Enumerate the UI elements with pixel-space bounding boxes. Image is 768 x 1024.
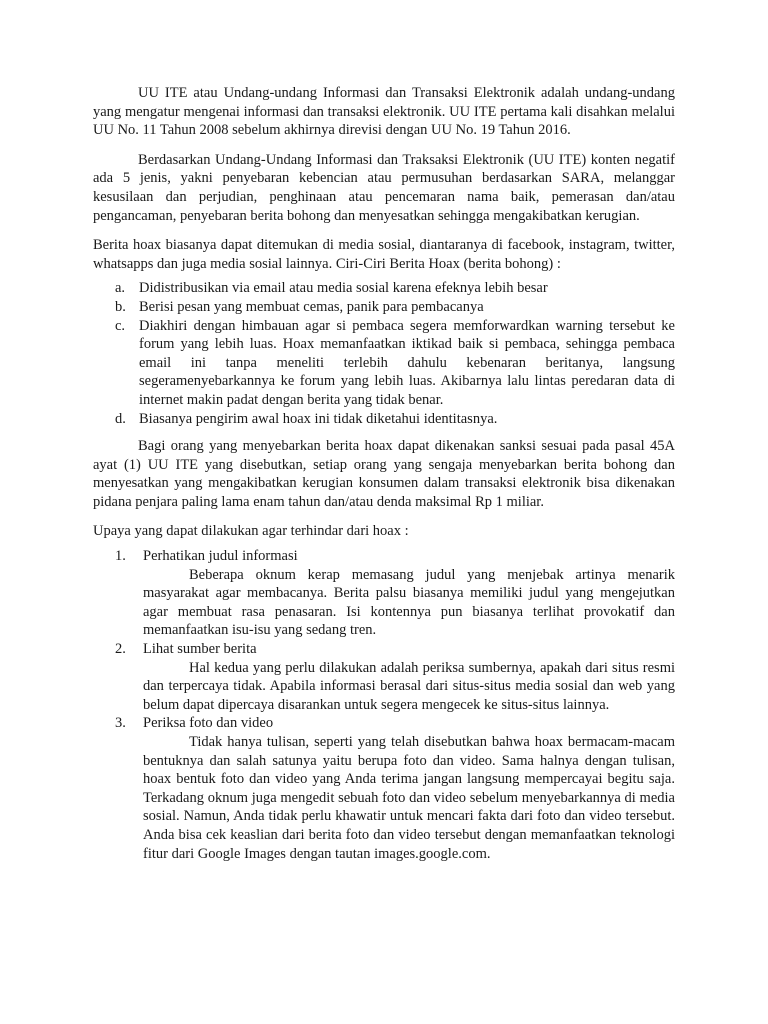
- list-item-text: Diakhiri dengan himbauan agar si pembaca segera memforwardkan warning tersebut ke forum yang lebih luas. Hoax memanfaatkan iktikad baik si pembaca, sehingga pembaca email ini tanpa meneliti terlebih dahulu kebenaran beritanya, langsung segeramenyebarkannya ke forum yang lebih luas. Akibarnya lalu lintas peredaran data di internet makin padat dengan berita yang tidak benar.: [139, 317, 675, 408]
- paragraph-negative-content: Berdasarkan Undang-Undang Informasi dan Traksaksi Elektronik (UU ITE) konten negatif ada 5 jenis, yakni penyebaran kebencian atau permusuhan berdasarkan SARA, melanggar kesusilaan dan perjudian, penghinaan atau pencemaran nama baik, pemerasan dan/atau pengancaman, penyebaran berita bohong dan menyesatkan sehingga mengakibatkan kerugian.: [93, 151, 675, 224]
- list-marker: a.: [115, 280, 126, 297]
- step-body: Hal kedua yang perlu dilakukan adalah periksa sumbernya, apakah dari situs resmi dan terpercaya tidak. Apabila informasi berasal dari situs-situs media sosial dan web yang belum dapat dipercaya disarankan untuk segera mengecek ke situs-situs lainnya.: [143, 659, 675, 713]
- paragraph-prevention-intro: Upaya yang dapat dilakukan agar terhindar dari hoax :: [93, 523, 409, 540]
- list-item-text: Biasanya pengirim awal hoax ini tidak diketahui identitasnya.: [139, 410, 498, 427]
- step-title: Perhatikan judul informasi: [143, 548, 298, 565]
- step-body: Beberapa oknum kerap memasang judul yang menjebak artinya menarik masyarakat agar membacanya. Berita palsu biasanya memiliki judul yang mengejutkan agar membuat rasa penasaran. Isi kontennya pun biasanya terlihat provokatif dan memanfaatkan isu-isu yang sedang tren.: [143, 566, 675, 639]
- step-item: [93, 640, 675, 714]
- list-marker: d.: [115, 410, 126, 427]
- paragraph-uu-ite-definition: UU ITE atau Undang-undang Informasi dan Transaksi Elektronik adalah undang-undang yang mengatur mengenai informasi dan transaksi elektronik. UU ITE pertama kali disahkan melalui UU No. 11 Tahun 2008 sebelum akhirnya direvisi dengan UU No. 19 Tahun 2016.: [93, 85, 675, 139]
- list-item: [93, 410, 675, 429]
- hoax-characteristics-list: [93, 279, 675, 428]
- list-item-text: Didistribusikan via email atau media sosial karena efeknya lebih besar: [139, 280, 548, 297]
- step-body: Tidak hanya tulisan, seperti yang telah disebutkan bahwa hoax bermacam-macam bentuknya dan salah satunya yaitu berupa foto dan video. Sama halnya dengan tulisan, hoax bentuk foto dan video yang Anda terima jangan langsung mempercayai begitu saja. Terkadang oknum juga mengedit sebuah foto dan video sebelum menyebarkannya di media sosial. Namun, Anda tidak perlu khawatir untuk mencari fakta dari foto dan video tersebut. Anda bisa cek keaslian dari berita foto dan video tersebut dengan memanfaatkan teknologi fitur dari Google Images dengan tautan images.google.com.: [143, 734, 675, 862]
- step-number: 3.: [115, 715, 126, 732]
- step-number: 2.: [115, 641, 126, 658]
- list-marker: c.: [115, 317, 126, 334]
- paragraph-legal-sanction: Bagi orang yang menyebarkan berita hoax dapat dikenakan sanksi sesuai pada pasal 45A ayat (1) UU ITE yang disebutkan, setiap orang yang sengaja menyebarkan berita bohong dan menyesatkan yang mengakibatkan kerugian konsumen dalam transaksi elektronik bisa dikenakan pidana penjara paling lama enam tahun dan/atau denda maksimal Rp 1 miliar.: [93, 438, 675, 510]
- step-title: Lihat sumber berita: [143, 641, 257, 658]
- step-title: Periksa foto dan video: [143, 715, 274, 732]
- paragraph-hoax-source: Berita hoax biasanya dapat ditemukan di media sosial, diantaranya di facebook, instagram, twitter, whatsapps dan juga media sosial lainnya. Ciri-Ciri Berita Hoax (berita bohong) :: [93, 237, 675, 272]
- step-item: [93, 547, 675, 640]
- list-item: [93, 298, 675, 317]
- list-item: [93, 279, 675, 298]
- step-number: 1.: [115, 548, 126, 565]
- prevention-steps-list: [93, 547, 675, 863]
- list-item: [93, 317, 675, 410]
- step-item: [93, 714, 675, 863]
- list-marker: b.: [115, 298, 126, 315]
- document-page: [93, 84, 675, 863]
- list-item-text: Berisi pesan yang membuat cemas, panik para pembacanya: [139, 298, 484, 315]
